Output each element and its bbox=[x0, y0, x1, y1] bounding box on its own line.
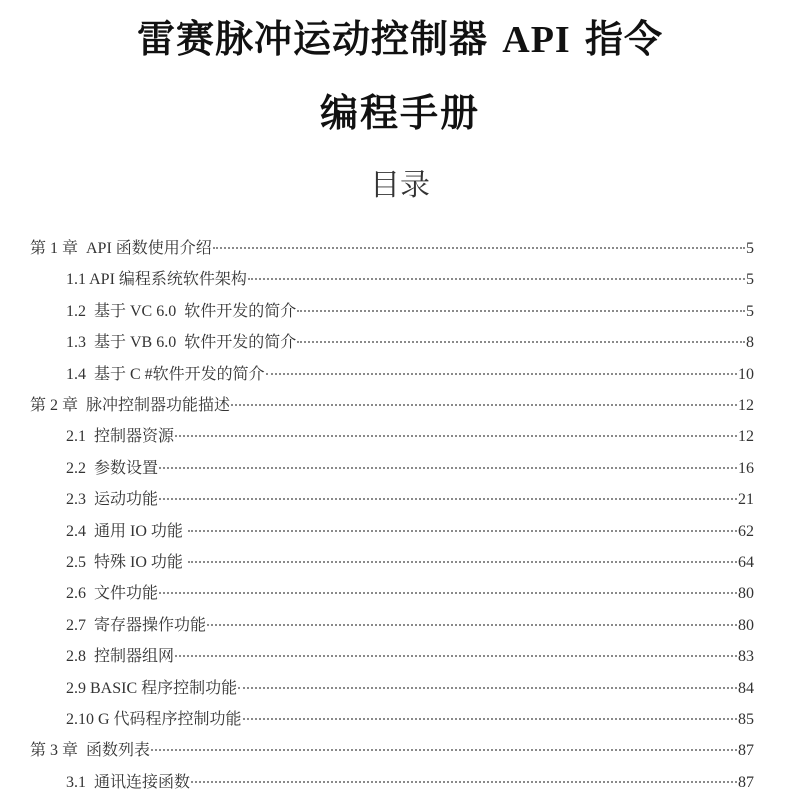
toc-entry-page: 16 bbox=[738, 459, 754, 477]
toc-entry-page: 87 bbox=[738, 773, 754, 791]
dot-leader bbox=[175, 655, 737, 657]
toc-entry-page: 84 bbox=[738, 679, 754, 697]
toc-entry-label: 2.4 通用 IO 功能 bbox=[66, 522, 187, 540]
toc-entry-page: 80 bbox=[738, 585, 754, 603]
dot-leader bbox=[266, 373, 737, 375]
document-title bbox=[0, 8, 800, 63]
toc-entry-page: 62 bbox=[738, 522, 754, 540]
toc-entry-label: 第 2 章 脉冲控制器功能描述 bbox=[30, 397, 231, 414]
dot-leader bbox=[207, 624, 737, 626]
document-subtitle: 编程手册 bbox=[319, 91, 480, 135]
dot-leader bbox=[238, 687, 737, 689]
dot-leader bbox=[175, 435, 737, 437]
toc-entry-label: 2.9 BASIC 程序控制功能 bbox=[66, 679, 238, 697]
dot-leader bbox=[151, 749, 737, 751]
toc-entry-label: 第 3 章 函数列表 bbox=[30, 742, 151, 760]
toc-entry-label: 2.1 控制器资源 bbox=[66, 428, 175, 446]
toc-entry[interactable] bbox=[66, 772, 754, 794]
toc-entry-label: 1.2 基于 VC 6.0 软件开发的简介 bbox=[66, 302, 297, 320]
dot-leader bbox=[191, 781, 737, 783]
toc-entry[interactable] bbox=[66, 521, 754, 543]
dot-leader bbox=[248, 278, 745, 280]
toc-entry-page: 21 bbox=[738, 491, 754, 509]
dot-leader bbox=[231, 404, 737, 406]
dot-leader bbox=[188, 530, 737, 532]
toc-entry-page: 64 bbox=[738, 554, 754, 571]
toc-entry-label: 2.7 寄存器操作功能 bbox=[66, 616, 207, 634]
toc-entry-page: 87 bbox=[738, 742, 754, 760]
toc-entry[interactable] bbox=[66, 364, 754, 386]
toc-entry-page: 5 bbox=[746, 240, 754, 257]
toc-entry[interactable] bbox=[30, 395, 754, 417]
toc-entry-page: 8 bbox=[746, 334, 754, 352]
toc-entry[interactable] bbox=[66, 458, 754, 480]
toc-entry-label: 2.10 G 代码程序控制功能 bbox=[66, 711, 242, 728]
toc-entry-label: 2.3 运动功能 bbox=[66, 491, 159, 509]
title-prefix: 雷赛脉冲运动控制器 bbox=[137, 17, 503, 61]
dot-leader bbox=[297, 310, 745, 312]
toc-entry-label: 1.1 API 编程系统软件架构 bbox=[66, 271, 247, 289]
title-suffix: 指令 bbox=[570, 17, 663, 61]
toc-entry-page: 85 bbox=[738, 711, 754, 728]
toc-entry-label: 2.2 参数设置 bbox=[66, 459, 159, 477]
dot-leader bbox=[159, 592, 737, 594]
toc-entry[interactable] bbox=[66, 646, 754, 668]
toc-entry[interactable] bbox=[30, 740, 754, 762]
title-api: API bbox=[502, 19, 571, 61]
toc-entry-page: 83 bbox=[738, 648, 754, 666]
toc-entry-page: 5 bbox=[746, 302, 754, 320]
toc-entry[interactable] bbox=[66, 615, 754, 637]
toc-entry[interactable] bbox=[30, 238, 754, 260]
toc-entry-page: 12 bbox=[738, 428, 754, 446]
toc-entry-page: 12 bbox=[738, 397, 754, 414]
toc-entry-label: 1.3 基于 VB 6.0 软件开发的简介 bbox=[66, 334, 297, 352]
toc-entry-label: 2.5 特殊 IO 功能 bbox=[66, 554, 187, 571]
toc-entry-page: 5 bbox=[746, 271, 754, 289]
toc-entry[interactable] bbox=[66, 583, 754, 605]
dot-leader bbox=[297, 341, 745, 343]
dot-leader bbox=[188, 561, 737, 563]
toc-entry-label: 1.4 基于 C #软件开发的简介 bbox=[66, 365, 265, 383]
toc-entry-page: 80 bbox=[738, 616, 754, 634]
toc-entry[interactable] bbox=[66, 301, 754, 323]
toc-entry-label: 3.1 通讯连接函数 bbox=[66, 773, 191, 791]
toc-entry[interactable] bbox=[66, 489, 754, 511]
toc-entry[interactable] bbox=[66, 552, 754, 574]
toc-entry[interactable] bbox=[66, 332, 754, 354]
dot-leader bbox=[159, 467, 737, 469]
toc-heading: 目录 bbox=[370, 168, 430, 203]
toc-entry[interactable] bbox=[66, 709, 754, 731]
dot-leader bbox=[213, 247, 745, 249]
dot-leader bbox=[159, 498, 737, 500]
toc-entry[interactable] bbox=[66, 678, 754, 700]
toc-entry-page: 10 bbox=[738, 365, 754, 383]
toc-entry[interactable] bbox=[66, 269, 754, 291]
toc-entry-label: 2.8 控制器组网 bbox=[66, 648, 175, 666]
toc-entry[interactable] bbox=[66, 426, 754, 448]
toc-entry-label: 2.6 文件功能 bbox=[66, 585, 159, 603]
dot-leader bbox=[243, 718, 737, 720]
toc-entry-label: 第 1 章 API 函数使用介绍 bbox=[30, 240, 212, 257]
